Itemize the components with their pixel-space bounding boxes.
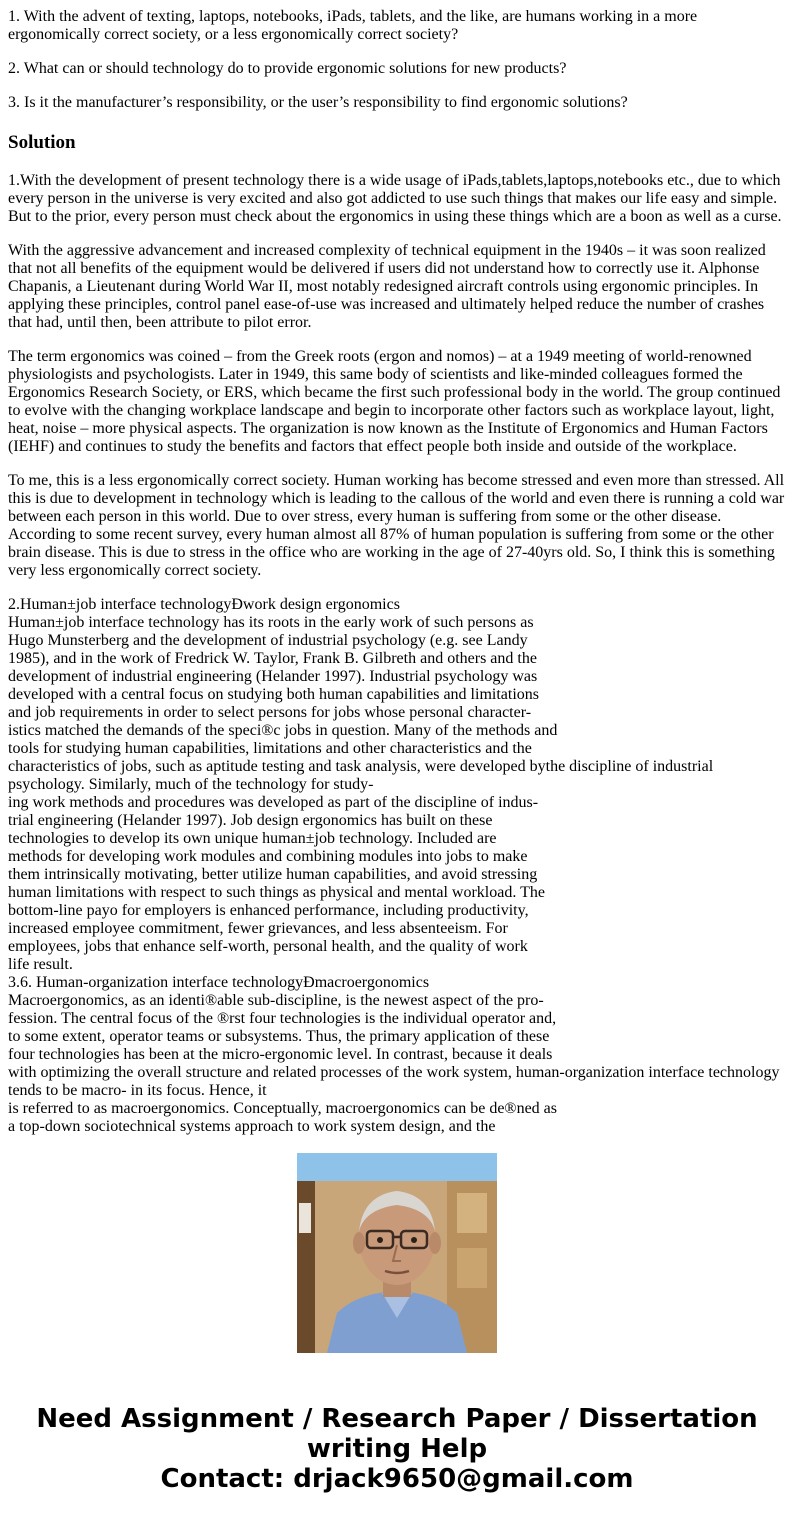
answer-paragraph-3: The term ergonomics was coined – from the Greek roots (ergon and nomos) – at a 1949 meeting of world-renowned physiologists and psychologists. Later in 1949, this same body of scientists and like-minded colleagues formed the Ergonomics Research Society, or ERS, which became the first such professional body in the world. The group continued to evolve with the changing workplace landscape and begin to incorporate other factors such as workplace layout, light, heat, noise – more physical aspects. The organization is now known as the Institute of Ergonomics and Human Factors (IEHF) and continues to study the benefits and factors that effect people both inside and outside of the workplace. bbox=[8, 348, 781, 455]
question-1: 1. With the advent of texting, laptops, notebooks, iPads, tablets, and the like, are humans working in a more ergonomically correct society, or a less ergonomically correct society? bbox=[8, 8, 698, 43]
section-line: characteristics of jobs, such as aptitude testing and task analysis, were developed bythe discipline of industrial psychology. Similarly, much of the technology for study- bbox=[8, 758, 714, 793]
help-text: Need Assignment / Research Paper / Dissertation writing Help bbox=[36, 1404, 758, 1464]
section-line: 3.6. Human-organization interface technologyÐmacroergonomics bbox=[8, 974, 430, 991]
document-body bbox=[8, 0, 788, 1135]
section-line: four technologies has been at the micro-ergonomic level. In contrast, because it deals bbox=[8, 1046, 553, 1063]
question-3: 3. Is it the manufacturer’s responsibility, or the user’s responsibility to find ergonomic solutions? bbox=[8, 94, 628, 111]
section-line: technologies to develop its own unique human±job technology. Included are bbox=[8, 830, 497, 847]
section-line: 2.Human±job interface technologyÐwork design ergonomics bbox=[8, 596, 400, 613]
section-line: istics matched the demands of the speci®c jobs in question. Many of the methods and bbox=[8, 722, 558, 739]
section-line: them intrinsically motivating, better utilize human capabilities, and avoid stressing bbox=[8, 866, 538, 883]
section-line: Macroergonomics, as an identi®able sub-discipline, is the newest aspect of the pro- bbox=[8, 992, 544, 1009]
section-line: fession. The central focus of the ®rst four technologies is the individual operator and, bbox=[8, 1010, 557, 1027]
answer-paragraph-2: With the aggressive advancement and increased complexity of technical equipment in the 1940s – it was soon realized that not all benefits of the equipment would be delivered if users did not understand how to correctly use it. Alphonse Chapanis, a Lieutenant during World War II, most notably redesigned aircraft controls using ergonomic principles. In applying these principles, control panel ease-of-use was increased and ultimately helped reduce the number of crashes that had, until then, been attribute to pilot error. bbox=[8, 242, 766, 331]
section-line: methods for developing work modules and combining modules into jobs to make bbox=[8, 848, 528, 865]
answer-paragraph-1: 1.With the development of present technology there is a wide usage of iPads,tablets,laptops,notebooks etc., due to which every person in the universe is very excited and also got addicted to use such things that makes our life easy and simple. But to the prior, every person must check about the ergonomics in using these things which are a boon as well as a curse. bbox=[8, 172, 782, 225]
section-line: ing work methods and procedures was developed as part of the discipline of indus- bbox=[8, 794, 539, 811]
answer-paragraph-4: To me, this is a less ergonomically correct society. Human working has become stressed and even more than stressed. All this is due to development in technology which is leading to the callous of the world and even there is running a cold war between each person in this world. Due to over stress, every human is suffering from some or the other disease. According to some recent survey, every human almost all 87% of human population is suffering from some or the other brain disease. This is due to stress in the office who are working in the age of 27-40yrs old. So, I think this is something very less ergonomically correct society. bbox=[8, 472, 785, 579]
section-line: Hugo Munsterberg and the development of industrial psychology (e.g. see Landy bbox=[8, 632, 528, 649]
section-line: tools for studying human capabilities, limitations and other characteristics and the bbox=[8, 740, 532, 757]
section-line: human limitations with respect to such things as physical and mental workload. The bbox=[8, 884, 545, 901]
section-line: developed with a central focus on studying both human capabilities and limitations bbox=[8, 686, 539, 703]
section-line: increased employee commitment, fewer grievances, and less absenteeism. For bbox=[8, 920, 508, 937]
solution-heading: Solution bbox=[8, 132, 76, 153]
section-line: is referred to as macroergonomics. Conceptually, macroergonomics can be de®ned as bbox=[8, 1100, 557, 1117]
section-line: bottom-line payo for employers is enhanced performance, including productivity, bbox=[8, 902, 529, 919]
question-2: 2. What can or should technology do to provide ergonomic solutions for new products? bbox=[8, 60, 567, 77]
section-line: employees, jobs that enhance self-worth, personal health, and the quality of work bbox=[8, 938, 528, 955]
section-line: life result. bbox=[8, 956, 73, 973]
section-line: development of industrial engineering (Helander 1997). Industrial psychology was bbox=[8, 668, 538, 685]
portrait-image bbox=[297, 1153, 497, 1353]
section-line: to some extent, operator teams or subsystems. Thus, the primary application of these bbox=[8, 1028, 550, 1045]
section-line: with optimizing the overall structure and related processes of the work system, human-organization interface technology tends to be macro- in its focus. Hence, it bbox=[8, 1064, 780, 1099]
contact-email: Contact: drjack9650@gmail.com bbox=[160, 1464, 634, 1494]
section-line: and job requirements in order to select persons for jobs whose personal character- bbox=[8, 704, 532, 721]
author-photo bbox=[297, 1153, 497, 1353]
section-line: 1985), and in the work of Fredrick W. Taylor, Frank B. Gilbreth and others and the bbox=[8, 650, 537, 667]
section-line: Human±job interface technology has its roots in the early work of such persons as bbox=[8, 614, 534, 631]
section-line: a top-down sociotechnical systems approach to work system design, and the bbox=[8, 1118, 496, 1135]
section-2-excerpt bbox=[8, 596, 788, 1135]
contact-banner bbox=[0, 1404, 794, 1494]
section-line: trial engineering (Helander 1997). Job design ergonomics has built on these bbox=[8, 812, 493, 829]
